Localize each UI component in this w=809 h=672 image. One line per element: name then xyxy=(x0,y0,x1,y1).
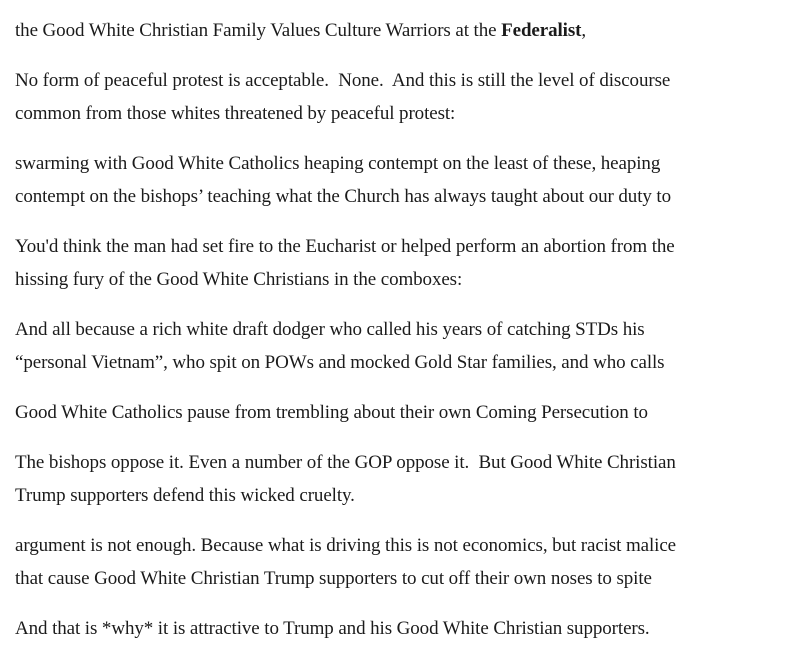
paragraph-1 xyxy=(15,14,799,47)
paragraph-7 xyxy=(15,446,799,512)
paragraph-3 xyxy=(15,147,799,213)
paragraph-9 xyxy=(15,612,799,645)
paragraph-4 xyxy=(15,230,799,296)
paragraph-2 xyxy=(15,64,799,130)
paragraph-8 xyxy=(15,529,799,595)
text-line: Trump supporters defend this wicked cruelty. xyxy=(15,485,355,506)
text-line: contempt on the bishops’ teaching what the Church has always taught about our duty to xyxy=(15,186,672,207)
text-line: argument is not enough. Because what is driving this is not economics, but racist malice xyxy=(15,535,676,556)
text-line: Good White Catholics pause from trembling about their own Coming Persecution to xyxy=(15,402,648,423)
paragraph-1-text: the Good White Christian Family Values Culture Warriors at the xyxy=(15,20,502,41)
text-line: You'd think the man had set fire to the Eucharist or helped perform an abortion from the xyxy=(15,236,675,257)
text-line: common from those whites threatened by peaceful protest: xyxy=(15,103,456,124)
text-line xyxy=(15,14,799,47)
text-line: No form of peaceful protest is acceptable. None. And this is still the level of discourse xyxy=(15,70,671,91)
text-line: hissing fury of the Good White Christians in the comboxes: xyxy=(15,269,463,290)
text-line: that cause Good White Christian Trump supporters to cut off their own noses to spite xyxy=(15,568,652,589)
paragraph-5 xyxy=(15,313,799,379)
text-line: And that is *why* it is attractive to Trump and his Good White Christian supporters. xyxy=(15,618,650,639)
text-line: The bishops oppose it. Even a number of the GOP oppose it. But Good White Christian xyxy=(15,452,676,473)
paragraph-1-suffix: , xyxy=(581,20,587,41)
federalist-bold-text: Federalist xyxy=(501,20,582,41)
paragraph-6 xyxy=(15,396,799,429)
text-line: And all because a rich white draft dodger who called his years of catching STDs his xyxy=(15,319,645,340)
text-line: “personal Vietnam”, who spit on POWs and mocked Gold Star families, and who calls xyxy=(15,352,665,373)
text-line: swarming with Good White Catholics heaping contempt on the least of these, heaping xyxy=(15,153,661,174)
